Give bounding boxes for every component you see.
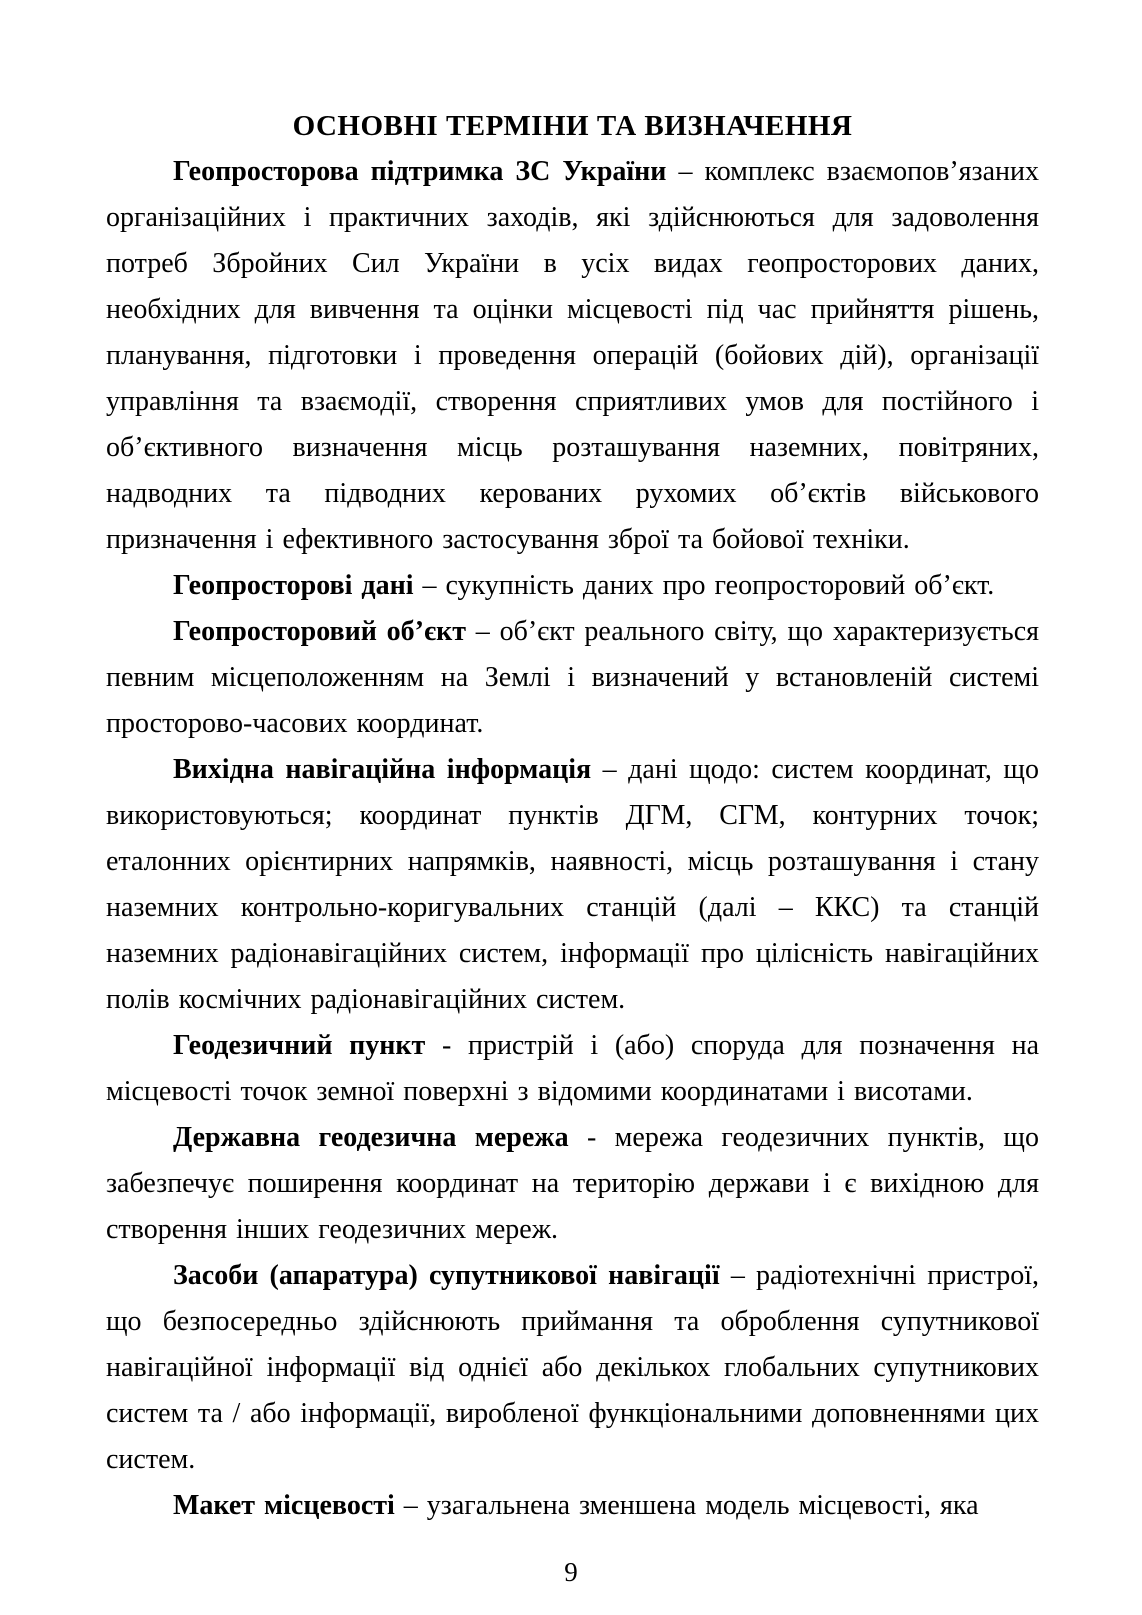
definition-text: – об’єкт реального світу, що характеризується певним місцеположенням на Землі і визначений у встановленій системі просторово-часових координат. (106, 616, 1039, 739)
definition-text: – радіотехнічні пристрої, що безпосередньо здійснюють приймання та оброблення супутникової навігаційної інформації від однієї або декількох глобальних супутникових систем та / або інформації, виробленої функціональними доповненнями цих систем. (106, 1260, 1039, 1475)
definition-paragraph (106, 1023, 1039, 1115)
definition-term: Геопросторова підтримка ЗС України (173, 156, 667, 187)
definition-term: Геопросторові дані (173, 570, 414, 601)
definition-paragraph (106, 1253, 1039, 1483)
definition-paragraph (106, 149, 1039, 563)
definition-text: – сукупність даних про геопросторовий об’єкт. (413, 570, 995, 601)
definition-term: Геодезичний пункт (173, 1030, 426, 1061)
definition-term: Макет місцевості (173, 1490, 395, 1521)
definition-paragraph (106, 1115, 1039, 1253)
definition-text: – дані щодо: систем координат, що використовуються; координат пунктів ДГМ, СГМ, контурних точок; еталонних орієнтирних напрямків, наявності, місць розташування і стану наземних контрольно-коригувальних станцій (далі – ККС) та станцій наземних радіонавігаційних систем, інформації про цілісність навігаційних полів космічних радіонавігаційних систем. (106, 754, 1039, 1015)
definition-paragraph (106, 609, 1039, 747)
definition-text: – комплекс взаємопов’язаних організаційних і практичних заходів, які здійснюються для задоволення потреб Збройних Сил України в усіх видах геопросторових даних, необхідних для вивчення та оцінки місцевості під час прийняття рішень, планування, підготовки і проведення операцій (бойових дій), організації управління та взаємодії, створення сприятливих умов для постійного і об’єктивного визначення місць розташування наземних, повітряних, надводних та підводних керованих рухомих об’єктів військового призначення і ефективного застосування зброї та бойової техніки. (106, 156, 1039, 555)
definition-paragraph (106, 563, 1039, 609)
definition-term: Вихідна навігаційна інформація (173, 754, 592, 785)
definition-text: - мережа геодезичних пунктів, що забезпечує поширення координат на територію держави і є вихідною для створення інших геодезичних мереж. (106, 1122, 1039, 1245)
definition-term: Засоби (апаратура) супутникової навігації (173, 1260, 720, 1291)
definition-paragraph (106, 747, 1039, 1023)
definition-term: Державна геодезична мережа (173, 1122, 569, 1153)
page-number: 9 (564, 1557, 578, 1587)
definition-text: - пристрій і (або) споруда для позначення на місцевості точок земної поверхні з відомими координатами і висотами. (106, 1030, 1039, 1107)
definition-term: Геопросторовий об’єкт (173, 616, 466, 647)
page-title: ОСНОВНІ ТЕРМІНИ ТА ВИЗНАЧЕННЯ (292, 110, 853, 142)
definition-paragraph (106, 1483, 1039, 1529)
definition-text: – узагальнена зменшена модель місцевості, яка (394, 1490, 979, 1521)
